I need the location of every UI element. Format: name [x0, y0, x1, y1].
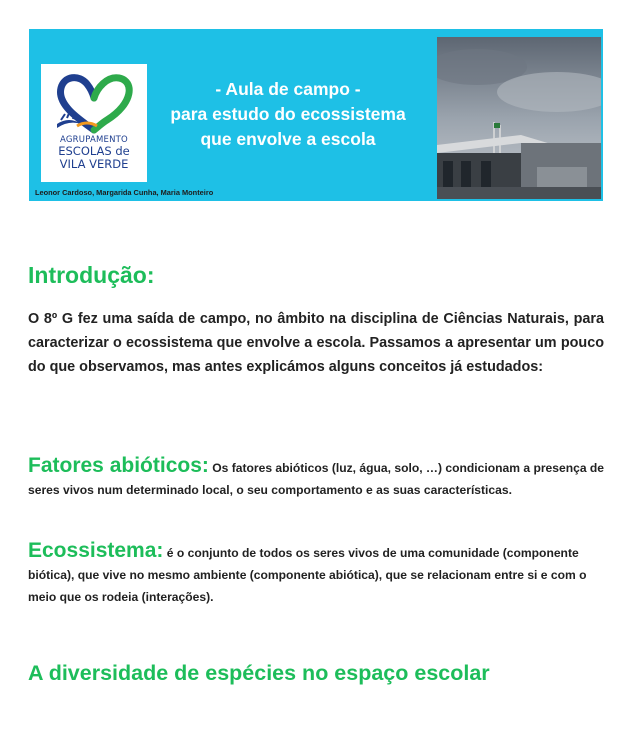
- abiotic-factors-text: Os fatores abióticos (luz, água, solo, …) condicionam a presença de seres vivos num determinado local, o seu comportamento e as suas características.: [28, 461, 605, 497]
- diversity-heading: A diversidade de espécies no espaço escolar: [28, 661, 490, 685]
- school-logo: [41, 64, 147, 182]
- abiotic-factors-section: [28, 455, 606, 501]
- header-banner: [29, 29, 603, 201]
- logo-line-3: VILA VERDE: [59, 157, 129, 171]
- logo-line-1: AGRUPAMENTO: [60, 135, 128, 145]
- intro-heading: Introdução:: [28, 262, 155, 288]
- ecosystem-section: [28, 540, 606, 608]
- abiotic-factors-term: Fatores abióticos:: [28, 454, 209, 477]
- authors: Leonor Cardoso, Margarida Cunha, Maria Monteiro: [35, 188, 214, 197]
- heart-book-icon: [47, 70, 141, 136]
- banner-title-line-1: - Aula de campo -: [215, 79, 361, 99]
- banner-title-line-2: para estudo do ecossistema: [170, 104, 406, 124]
- ecosystem-text: é o conjunto de todos os seres vivos de uma comunidade (componente biótica), que vive no mesmo ambiente (componente abiótica), que se relacionam entre si e com o meio que os rodeia (interações).: [28, 546, 587, 604]
- ecosystem-term: Ecossistema:: [28, 539, 164, 562]
- logo-line-2: ESCOLAS de: [58, 144, 130, 158]
- school-building-photo-icon: [437, 37, 601, 199]
- school-photo: [437, 37, 601, 199]
- intro-paragraph: O 8º G fez uma saída de campo, no âmbito na disciplina de Ciências Naturais, para caracterizar o ecossistema que envolve a escola. Passamos a apresentar um pouco do que observamos, mas antes explicámos alguns conceitos já estudados:: [28, 311, 604, 375]
- banner-title-line-3: que envolve a escola: [200, 129, 376, 149]
- banner-title: [147, 77, 429, 152]
